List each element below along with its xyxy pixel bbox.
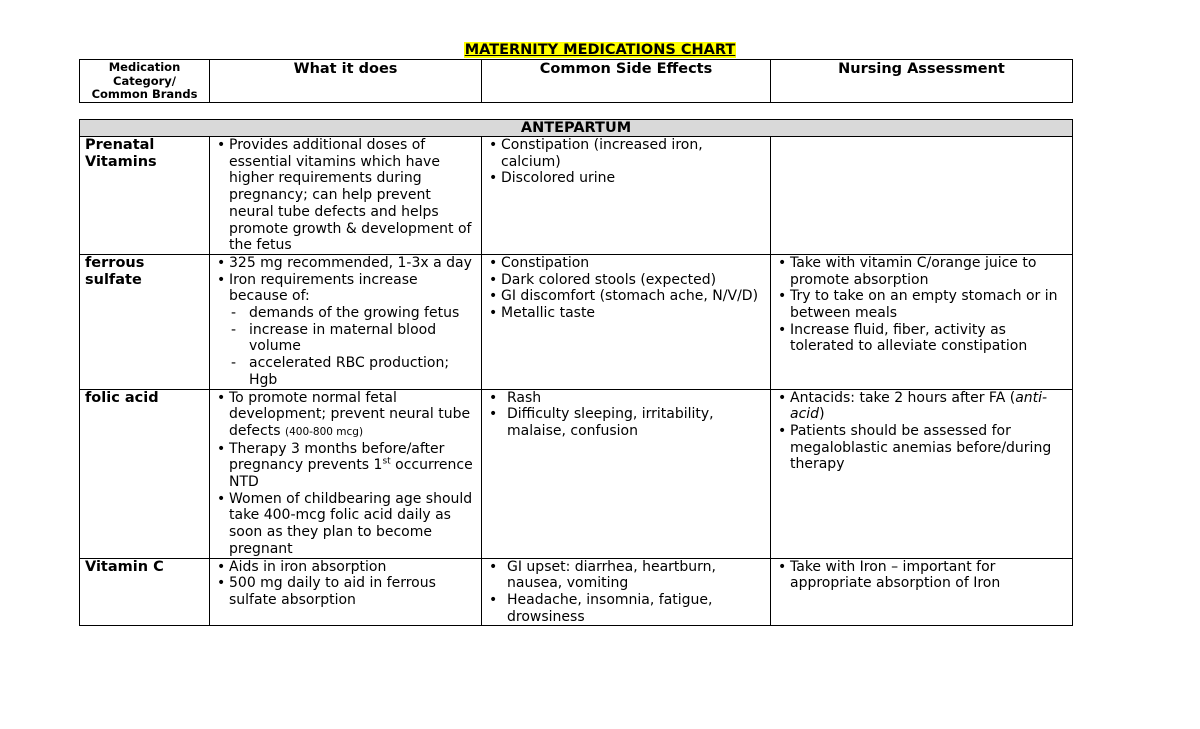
nursing-assessment-cell: • Antacids: take 2 hours after FA (anti-acid) • Patients should be assessed for megaloblastic anemias before/during therapy — [771, 389, 1073, 558]
what-it-does-cell: • Aids in iron absorption • 500 mg daily to aid in ferrous sulfate absorption — [210, 558, 482, 626]
page-title: MATERNITY MEDICATIONS CHART — [464, 42, 736, 58]
what-it-does-cell: • To promote normal fetal development; prevent neural tube defects (400-800 mcg) • Therapy 3 months before/after pregnancy prevents 1st occurrence NTD • Women of childbearing age should take 400-mcg folic acid daily as soon as they plan to become pregnant — [210, 389, 482, 558]
side-effects-cell: • Rash • Difficulty sleeping, irritability, malaise, confusion — [482, 389, 771, 558]
medication-name: ferrous sulfate — [80, 254, 210, 389]
table-row — [80, 558, 1073, 626]
header-side-effects: Common Side Effects — [482, 60, 771, 103]
medication-name: folic acid — [80, 389, 210, 558]
side-effects-cell: • Constipation • Dark colored stools (expected) • GI discomfort (stomach ache, N/V/D) • Metallic taste — [482, 254, 771, 389]
medication-name: Vitamin C — [80, 558, 210, 626]
side-effects-cell: • GI upset: diarrhea, heartburn, nausea, vomiting • Headache, insomnia, fatigue, drowsiness — [482, 558, 771, 626]
medications-table — [79, 119, 1073, 626]
table-row — [80, 137, 1073, 255]
header-table — [79, 59, 1073, 103]
nursing-assessment-cell: • Take with vitamin C/orange juice to promote absorption • Try to take on an empty stomach or in between meals • Increase fluid, fiber, activity as tolerated to alleviate constipation — [771, 254, 1073, 389]
header-medication-category: Medication Category/ Common Brands — [80, 60, 210, 103]
nursing-assessment-cell — [771, 137, 1073, 255]
nursing-assessment-cell: • Take with Iron – important for appropriate absorption of Iron — [771, 558, 1073, 626]
header-what-it-does: What it does — [210, 60, 482, 103]
table-row — [80, 389, 1073, 558]
side-effects-cell: • Constipation (increased iron, calcium) • Discolored urine — [482, 137, 771, 255]
header-nursing-assessment: Nursing Assessment — [771, 60, 1073, 103]
medication-name: Prenatal Vitamins — [80, 137, 210, 255]
section-header: ANTEPARTUM — [80, 120, 1073, 137]
table-row — [80, 254, 1073, 389]
what-it-does-cell: • 325 mg recommended, 1-3x a day • Iron requirements increase because of: - demands of the growing fetus - increase in maternal blood volume - accelerated RBC production; Hgb — [210, 254, 482, 389]
what-it-does-cell: • Provides additional doses of essential vitamins which have higher requirements during pregnancy; can help prevent neural tube defects and helps promote growth & development of the fetus — [210, 137, 482, 255]
